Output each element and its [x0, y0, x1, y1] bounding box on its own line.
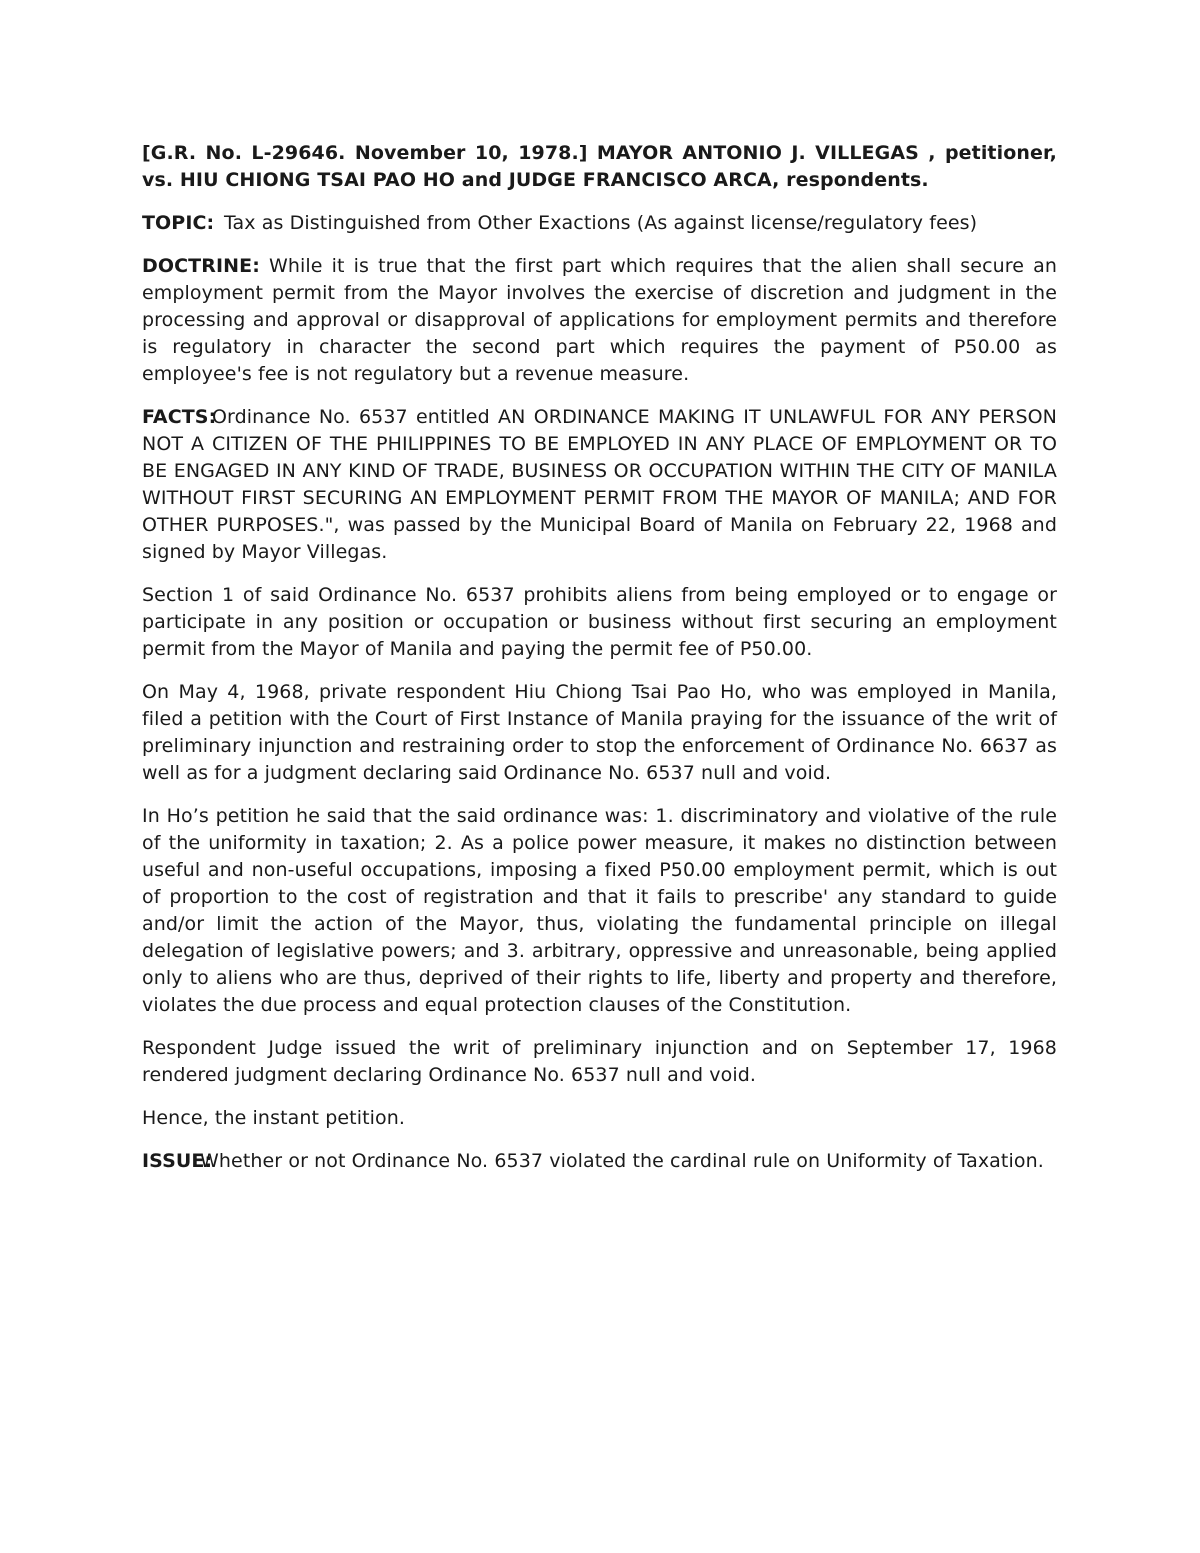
- case-caption: [G.R. No. L-29646. November 10, 1978.] MAYOR ANTONIO J. VILLEGAS , petitioner, vs. HIU CHIONG TSAI PAO HO and JUDGE FRANCISCO ARCA, respondents.: [142, 142, 1057, 191]
- facts-label: FACTS:: [142, 406, 217, 428]
- facts-paragraph-3: In Ho’s petition he said that the said ordinance was: 1. discriminatory and violative of the rule of the uniformity in taxation; 2. As a police power measure, it makes no distinction between useful and non-useful occupations, imposing a fixed P50.00 employment permit, which is out of proportion to the cost of registration and that it fails to prescribe' any standard to guide and/or limit the action of the Mayor, thus, violating the fundamental principle on illegal delegation of legislative powers; and 3. arbitrary, oppressive and unreasonable, being applied only to aliens who are thus, deprived of their rights to life, liberty and property and therefore, violates the due process and equal protection clauses of the Constitution.: [142, 805, 1057, 1016]
- facts-paragraph-5: Hence, the instant petition.: [142, 1107, 406, 1129]
- doctrine-text: While it is true that the first part which requires that the alien shall secure an employment permit from the Mayor involves the exercise of discretion and judgment in the processing and approval or disapproval of applications for employment permits and therefore is regulatory in character the second part which requires the payment of P50.00 as employee's fee is not regulatory but a revenue measure.: [142, 255, 1058, 385]
- issue-section: [142, 1148, 1057, 1175]
- facts-section: [142, 404, 1057, 566]
- doctrine-section: [142, 253, 1057, 388]
- topic-label: TOPIC:: [142, 212, 215, 234]
- facts-paragraph-4: Respondent Judge issued the writ of preliminary injunction and on September 17, 1968 rendered judgment declaring Ordinance No. 6537 null and void.: [142, 1037, 1057, 1086]
- issue-text: Whether or not Ordinance No. 6537 violated the cardinal rule on Uniformity of Taxation.: [200, 1150, 1044, 1172]
- facts-paragraph-1: Section 1 of said Ordinance No. 6537 prohibits aliens from being employed or to engage or participate in any position or occupation or business without first securing an employment permit from the Mayor of Manila and paying the permit fee of P50.00.: [142, 584, 1057, 660]
- issue-label: ISSUE:: [142, 1150, 213, 1172]
- doctrine-label: DOCTRINE:: [142, 255, 260, 277]
- topic-text: Tax as Distinguished from Other Exactions (As against license/regulatory fees): [224, 212, 978, 234]
- document-page: [142, 140, 1057, 1191]
- facts-text: Ordinance No. 6537 entitled AN ORDINANCE MAKING IT UNLAWFUL FOR ANY PERSON NOT A CITIZEN OF THE PHILIPPINES TO BE EMPLOYED IN ANY PLACE OF EMPLOYMENT OR TO BE ENGAGED IN ANY KIND OF TRADE, BUSINESS OR OCCUPATION WITHIN THE CITY OF MANILA WITHOUT FIRST SECURING AN EMPLOYMENT PERMIT FROM THE MAYOR OF MANILA; AND FOR OTHER PURPOSES.", was passed by the Municipal Board of Manila on February 22, 1968 and signed by Mayor Villegas.: [142, 406, 1057, 563]
- topic-section: [142, 210, 1057, 237]
- facts-paragraph-2: On May 4, 1968, private respondent Hiu Chiong Tsai Pao Ho, who was employed in Manila, filed a petition with the Court of First Instance of Manila praying for the issuance of the writ of preliminary injunction and restraining order to stop the enforcement of Ordinance No. 6637 as well as for a judgment declaring said Ordinance No. 6537 null and void.: [142, 681, 1057, 784]
